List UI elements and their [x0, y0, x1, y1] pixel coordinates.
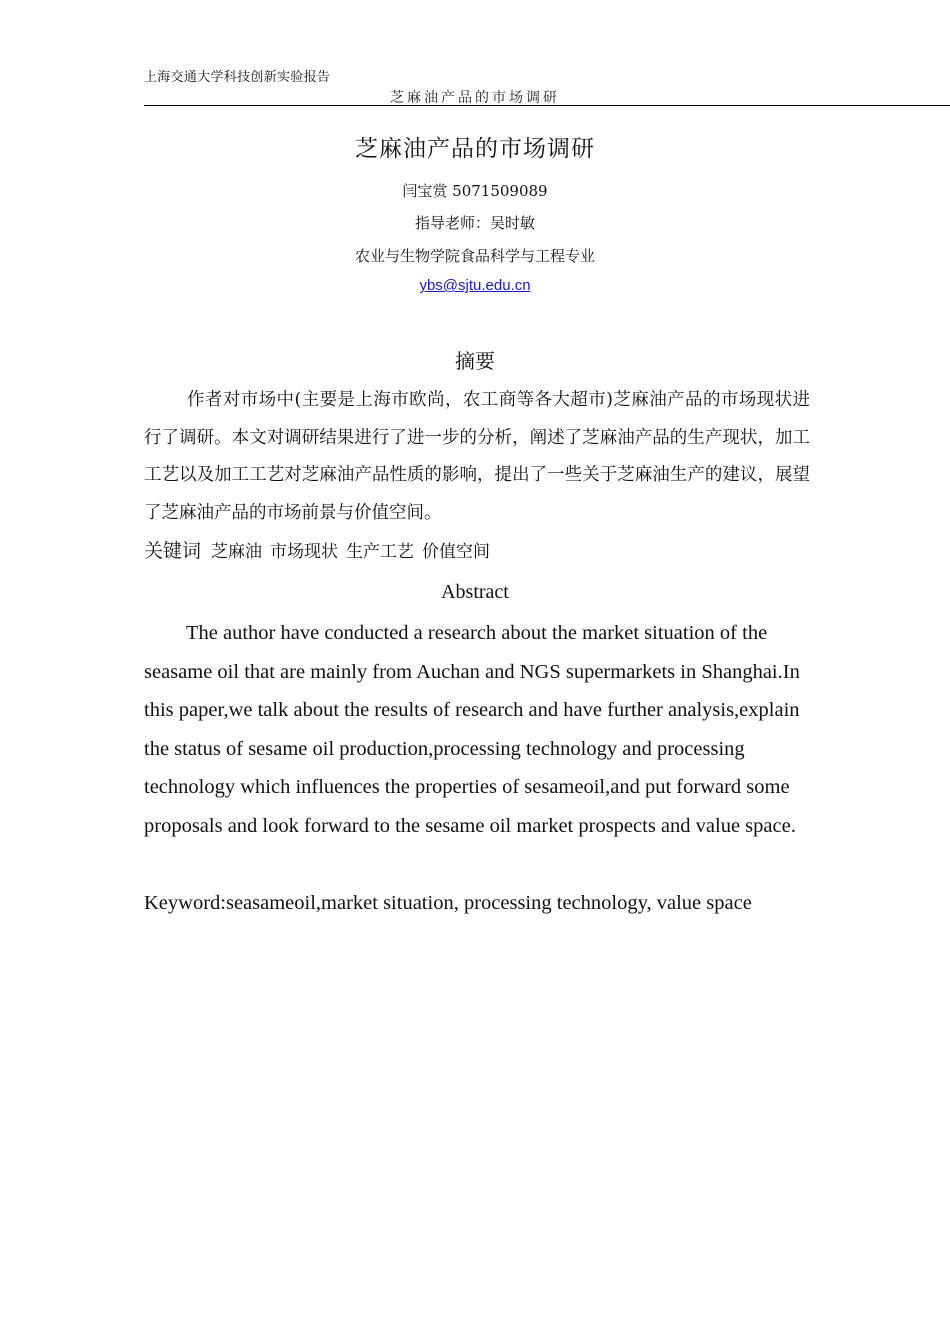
running-header-title: 芝麻油产品的市场调研	[390, 90, 560, 106]
email-link[interactable]: ybs@sjtu.edu.cn	[419, 277, 531, 294]
keyword-cn-item: 价值空间	[422, 542, 491, 562]
affiliation-line: 农业与生物学院食品科学与工程专业	[354, 247, 595, 265]
keyword-cn-item: 生产工艺	[346, 542, 415, 562]
running-header-left: 上海交通大学科技创新实验报告	[144, 70, 331, 85]
keywords-cn	[144, 536, 498, 563]
abstract-cn-body: 作者对市场中(主要是上海市欧尚，农工商等各大超市)芝麻油产品的市场现状进行了调研。本文对调研结果进行了进一步的分析，阐述了芝麻油产品的生产现状，加工工艺以及加工工艺对芝麻油产品性质的影响，提出了一些关于芝麻油生产的建议，展望了芝麻油产品的市场前景与价值空间。	[144, 390, 810, 523]
paper-title: 芝麻油产品的市场调研	[355, 136, 595, 162]
keyword-cn-item: 市场现状	[270, 542, 339, 562]
keyword-cn-item: 芝麻油	[211, 542, 263, 562]
keywords-en: Keyword:seasameoil,market situation, processing technology, value space	[144, 892, 752, 914]
abstract-cn-heading: 摘要	[455, 349, 495, 373]
email-line	[0, 276, 950, 294]
advisor-line: 指导老师：吴时敏	[414, 214, 535, 232]
abstract-en-heading: Abstract	[441, 581, 509, 603]
author-line: 闫宝赏 5071509089	[402, 182, 548, 200]
keywords-cn-label: 关键词	[144, 540, 202, 562]
header-divider	[144, 105, 950, 106]
abstract-en-body: The author have conducted a research about the market situation of the seasame oil that are mainly from Auchan and NGS supermarkets in Shanghai.In this paper,we talk about the results of research and have further analysis,explain the status of sesame oil production,processing technology and processing technology which influences the properties of sesameoil,and put forward some proposals and look forward to the sesame oil market prospects and value space.	[144, 622, 800, 837]
